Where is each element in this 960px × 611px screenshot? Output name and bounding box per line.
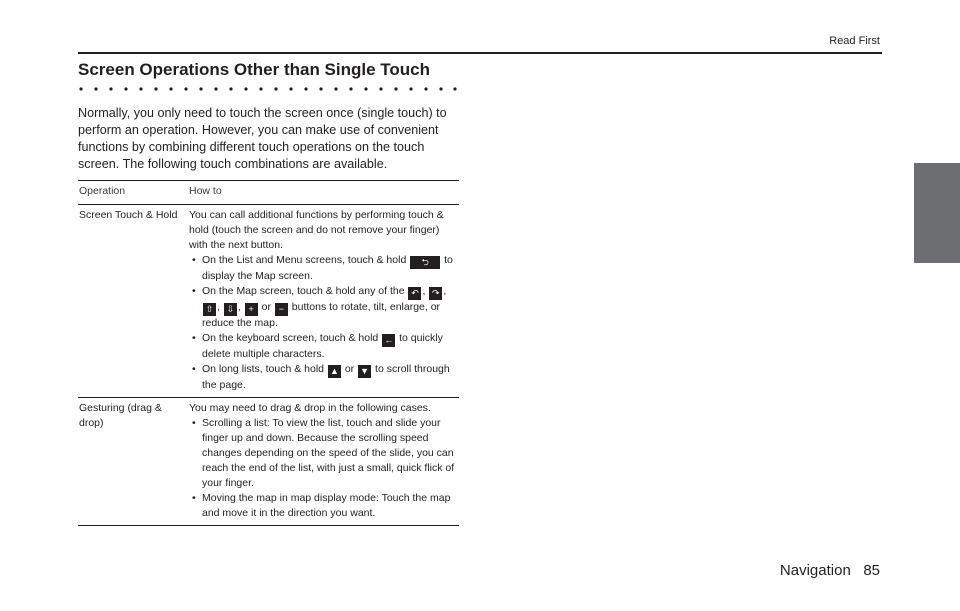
table-row <box>78 398 459 526</box>
bullet-text: buttons to rotate, tilt, enlarge, or reduce the map. <box>202 301 441 329</box>
section-label: Read First <box>829 35 880 47</box>
bullet-text: to scroll through the page. <box>202 363 450 391</box>
dotted-divider <box>78 86 458 92</box>
how-to-cell <box>189 401 459 521</box>
column-header-how-to: How to <box>189 185 222 197</box>
separator-text: , <box>237 301 241 313</box>
operation-cell: Screen Touch & Hold <box>79 209 178 221</box>
scroll-down-icon: ▼ <box>358 365 371 378</box>
rotate-right-icon: ↷ <box>429 287 442 300</box>
scroll-up-icon: ▲ <box>328 365 341 378</box>
separator-text: , <box>422 285 426 297</box>
list-item <box>189 253 459 284</box>
bullet-text: On the keyboard screen, touch & hold <box>202 332 379 344</box>
touch-operations-table <box>78 180 459 526</box>
chapter-name: Navigation <box>779 562 851 579</box>
intro-paragraph: Normally, you only need to touch the screen once (single touch) to perform an operation. However, you can make use of convenient functions by combining different touch operations on the touch screen. The following touch combinations are available. <box>78 106 447 171</box>
chapter-side-tab <box>914 163 960 263</box>
bullet-text: to display the Map screen. <box>202 254 453 282</box>
bullet-text: On long lists, touch & hold <box>202 363 324 375</box>
tilt-down-icon: ⇩ <box>224 303 237 316</box>
bullet-text: to quickly delete multiple characters. <box>202 332 443 360</box>
list-item: • Scrolling a list: To view the list, touch and slide your finger up and down. Because the scrolling speed changes depending on the speed of the slide, you can reach the end of the list, with just a small, quick flick of your finger. <box>189 416 459 491</box>
list-item: • Moving the map in map display mode: Touch the map and move it in the direction you want. <box>189 491 459 521</box>
page-title: Screen Operations Other than Single Touch <box>78 60 431 79</box>
list-item <box>189 331 459 362</box>
table-header <box>78 180 459 205</box>
row-description: You may need to drag & drop in the following cases. <box>189 402 431 414</box>
list-item <box>189 362 459 393</box>
or-text: or <box>261 301 271 313</box>
backspace-icon: ← <box>384 335 394 345</box>
page-number: 85 <box>863 562 880 579</box>
or-text: or <box>344 363 355 375</box>
bullet-text: On the Map screen, touch & hold any of the <box>202 285 405 297</box>
zoom-out-icon: − <box>275 303 288 316</box>
bullet-text: On the List and Menu screens, touch & hold <box>202 254 407 266</box>
column-header-operation: Operation <box>79 185 126 197</box>
tilt-up-icon: ⇧ <box>203 303 216 316</box>
how-to-cell <box>189 208 459 393</box>
separator-text: , <box>217 301 220 313</box>
rotate-left-icon: ↶ <box>408 287 421 300</box>
header-rule <box>78 52 882 54</box>
bullet-list <box>189 253 459 393</box>
zoom-in-icon: + <box>245 303 258 316</box>
table-row <box>78 205 459 398</box>
bullet-list <box>189 416 459 521</box>
list-item <box>189 284 459 331</box>
operation-cell: Gesturing (drag & drop) <box>79 402 162 429</box>
page-footer <box>780 562 880 579</box>
separator-text: , <box>443 285 447 297</box>
back-button-icon: ⮌ <box>410 256 440 269</box>
row-description: You can call additional functions by performing touch & hold (touch the screen and do not remove your finger) with the next button. <box>189 209 444 251</box>
